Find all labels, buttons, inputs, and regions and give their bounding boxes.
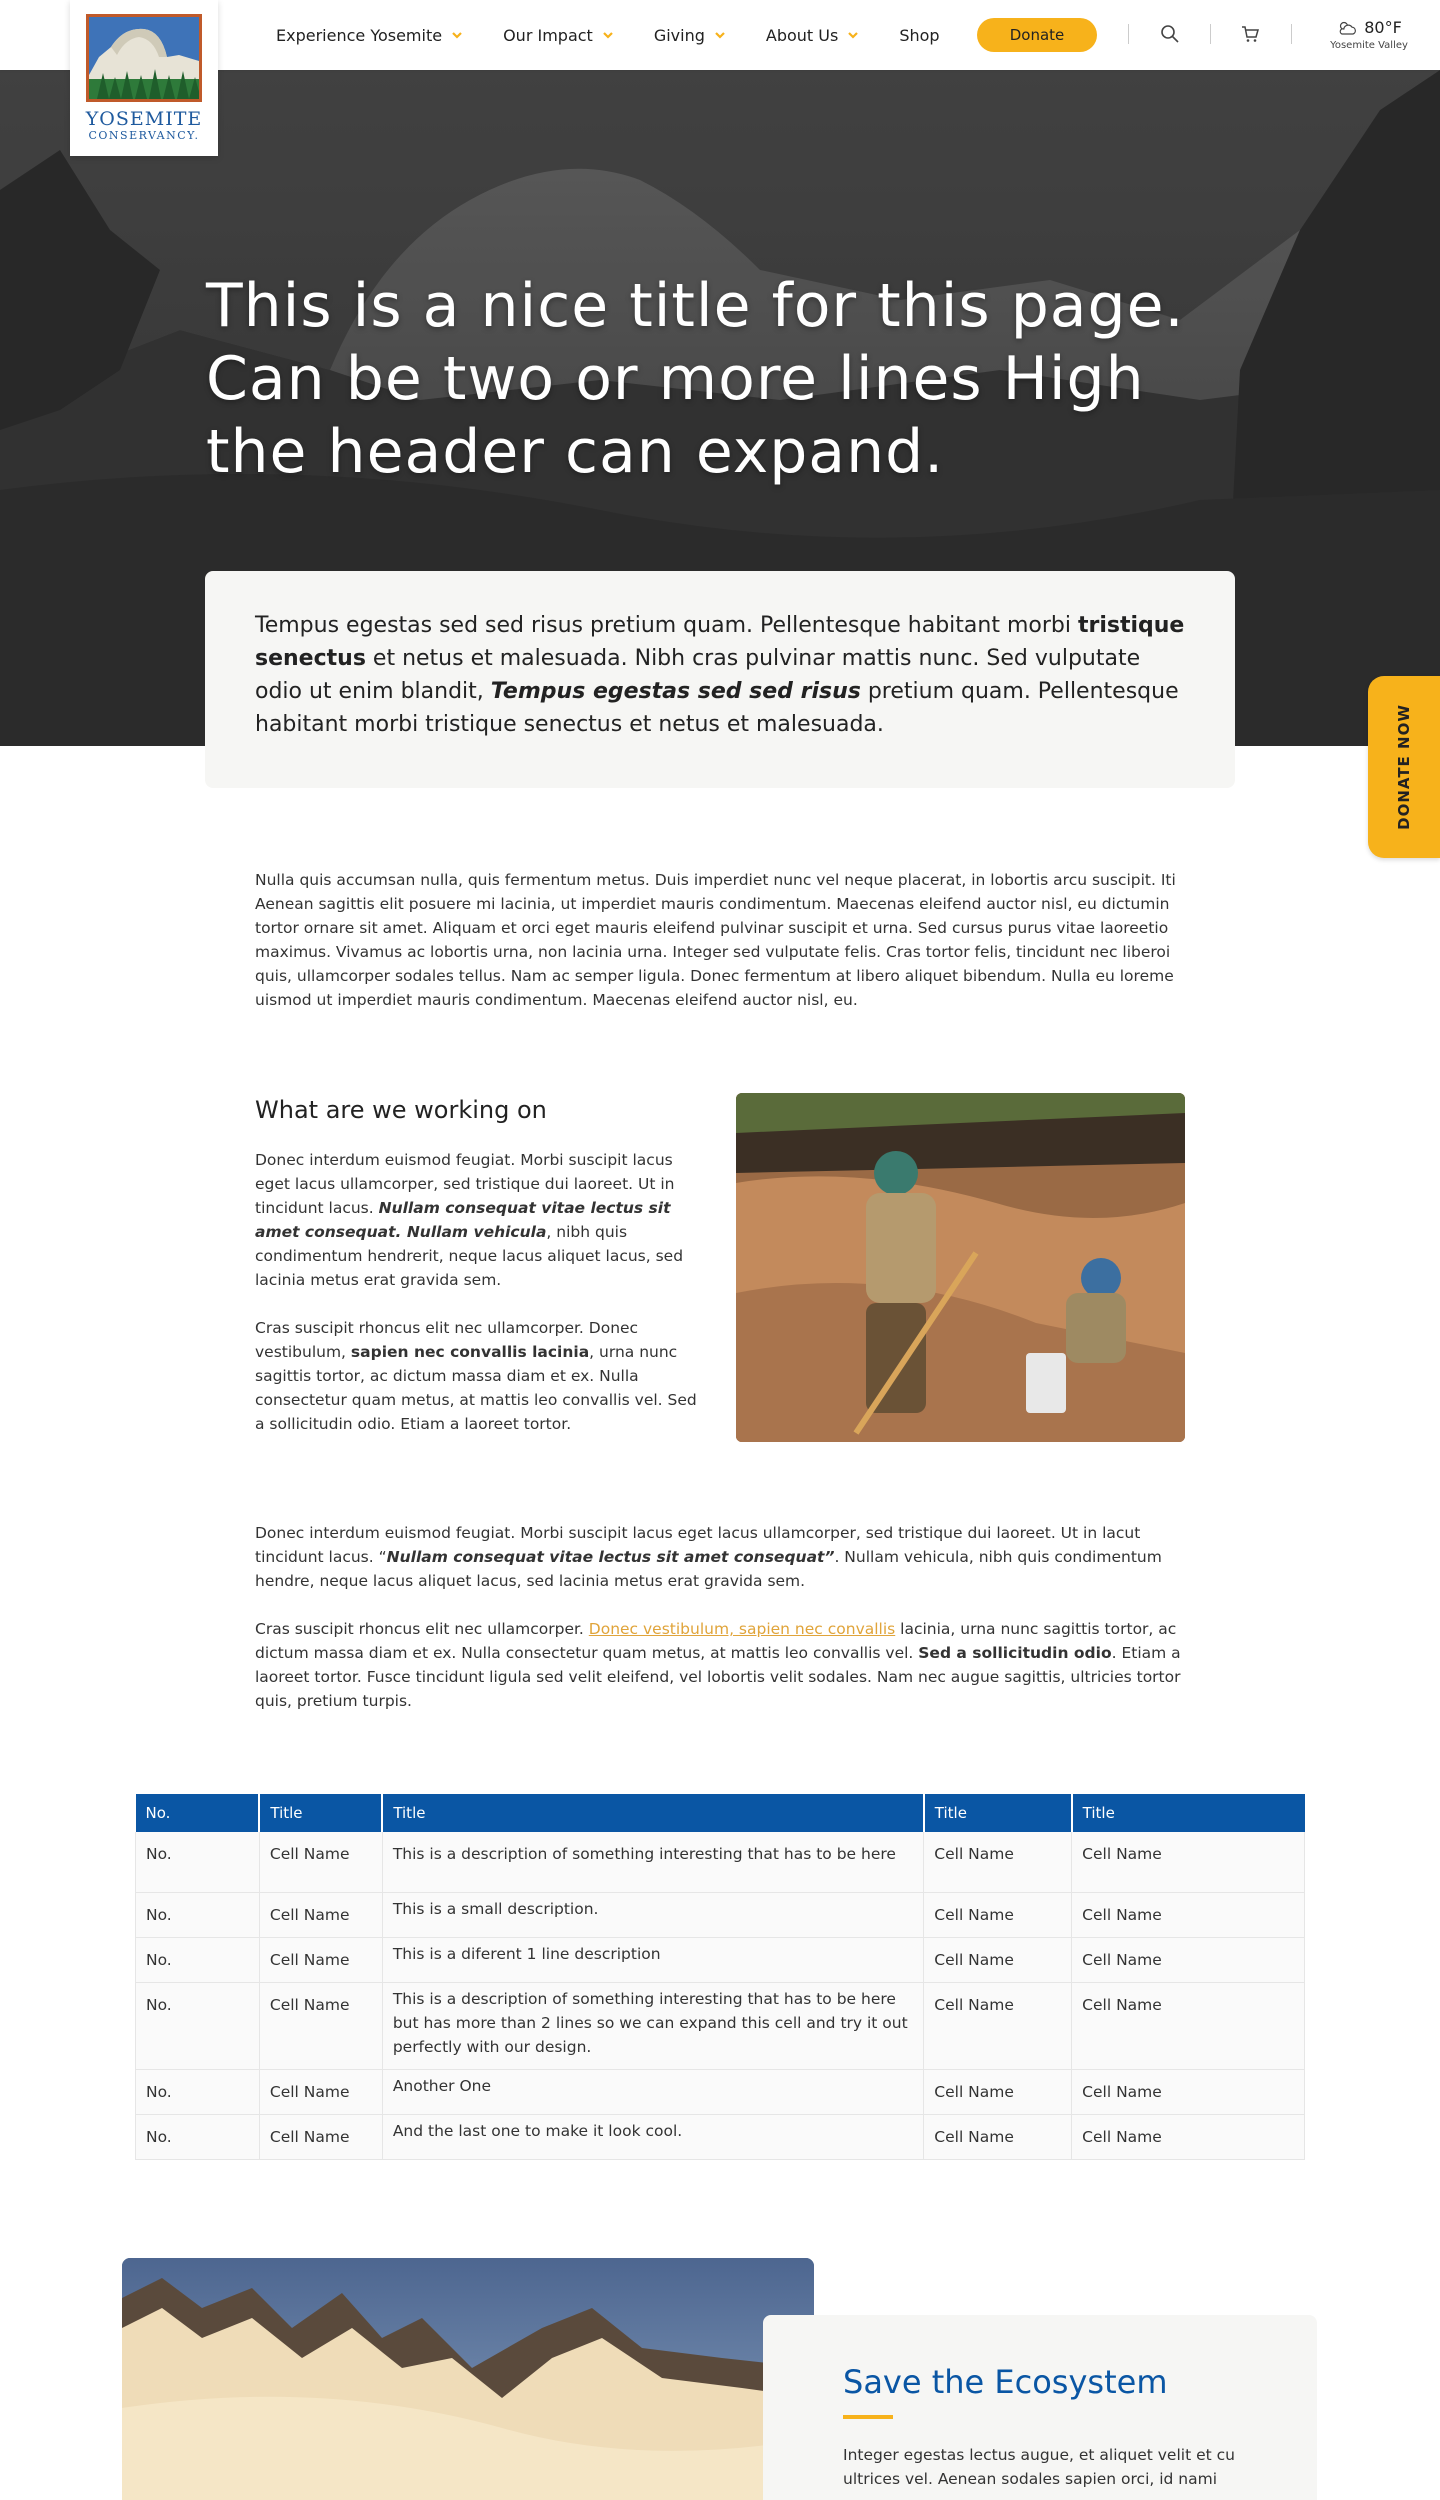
intro-bold: tristique senectus — [255, 613, 1185, 671]
bold-text: sapien nec convallis lacinia — [350, 1343, 590, 1361]
table-row — [136, 1982, 1305, 2069]
feature-text: Integer egestas lectus augue, et aliquet velit et cu ultrices vel. Aenean sodales sapien orci, id nami — [843, 2446, 1235, 2488]
chevron-down-icon — [602, 29, 614, 41]
donate-button[interactable]: Donate — [977, 18, 1097, 52]
body-paragraph: Nulla quis accumsan nulla, quis fermentum metus. Duis imperdiet nunc vel neque placerat, in lobortis arcu suscipit. Iti Aenean sagittis elit posuere mi lacinia, ut imperdiet mauris condimentum. Maecenas eleifend auctor nisl, eu dictumin tortor ornare sit amet. Aliquam et orci eget mauris eleifend pulvinar suscipit et urna. Sed cursus purus vitae laoreetio maximus. Vivamus ac lobortis urna, non lacinia urna. Integer sed vulputate felis. Cras tortor felis, tincidunt nec liberoi quis, ullamcorper sodales tellus. Nam ac semper ligula. Donec fermentum at libero aliquet bibendum. Nulla eu loreme uismod ut imperdiet mauris condimentum. Maecenas eleifend auctor nisl, eu. — [255, 871, 1176, 1009]
table-cell: This is a description of something interesting that has to be here but has more than 2 lines so we can expand this cell and try it out perfectly with our design. — [382, 1982, 923, 2069]
table-cell: Cell Name — [924, 2114, 1072, 2159]
intro-bold-italic: Tempus egestas sed sed risus — [490, 679, 861, 704]
table-header-row — [136, 1794, 1305, 1832]
table-row — [136, 2069, 1305, 2114]
table-cell: No. — [136, 1982, 260, 2069]
chevron-down-icon — [847, 29, 859, 41]
text-part: , nibh quis condimentum hendrerit, neque lacus aliquet lacus, sed lacinia metus erat gravida sem. — [255, 1223, 684, 1289]
table-cell: This is a small description. — [382, 1892, 923, 1937]
partly-cloudy-icon — [1336, 20, 1358, 36]
feature-title: Save the Ecosystem — [843, 2363, 1168, 2401]
data-table — [135, 1794, 1305, 2160]
table-cell: Cell Name — [259, 1982, 382, 2069]
intro-text-part: pretium quam. Pellentesque habitant morbi tristique senectus et netus et malesuada. — [255, 679, 1179, 737]
nav-label: Experience Yosemite — [276, 25, 443, 45]
text-part: , urna nunc sagittis tortor, ac dictum massa diam et ex. Nulla consectetur quam metus, at mattis leo convallis vel. Sed a sollicitudin odio. Etiam a laoreet tortor. — [255, 1343, 697, 1433]
column-header[interactable]: Title — [1072, 1794, 1305, 1832]
nav-giving[interactable] — [654, 26, 726, 45]
text-part: Cras suscipit rhoncus elit nec ullamcorper. Donec vestibulum, — [255, 1319, 639, 1361]
table-cell: No. — [136, 1892, 260, 1937]
nav-label: About Us — [765, 25, 839, 45]
nav-our-impact[interactable] — [503, 26, 614, 45]
column-header[interactable]: Title — [924, 1794, 1072, 1832]
table-cell: Cell Name — [1072, 1982, 1305, 2069]
search-icon — [1160, 24, 1180, 44]
bold-italic-text: Nullam consequat vitae lectus sit amet consequat. Nullam vehicula — [255, 1199, 671, 1241]
table-cell: Cell Name — [1072, 2069, 1305, 2114]
text-part: Donec interdum euismod feugiat. Morbi suscipit lacus eget lacus ullamcorper, sed tristique dui laoreet. Ut in tincidunt lacus. — [255, 1151, 675, 1217]
weather-temperature: 80°F — [1364, 18, 1402, 37]
intro-text-part: Tempus egestas sed sed risus pretium quam. Pellentesque habitant morbi — [255, 613, 1078, 638]
working-paragraph — [255, 1148, 705, 1292]
table-row — [136, 1892, 1305, 1937]
table-cell: Cell Name — [924, 1832, 1072, 1892]
section-title: What are we working on — [255, 1096, 547, 1124]
column-header[interactable]: Title — [382, 1794, 923, 1832]
table-cell: Cell Name — [1072, 1832, 1305, 1892]
chevron-down-icon — [451, 29, 463, 41]
nav-shop[interactable] — [899, 26, 939, 45]
accent-divider — [843, 2415, 893, 2419]
table-cell: No. — [136, 2114, 260, 2159]
nav-label: Shop — [899, 25, 940, 45]
cart-button[interactable] — [1238, 22, 1262, 46]
main-nav — [276, 0, 980, 70]
logo-name: YOSEMITE — [85, 108, 203, 130]
workers-photo — [736, 1093, 1185, 1442]
nav-about-us[interactable] — [766, 26, 859, 45]
body-paragraph — [255, 1521, 1185, 1593]
intro-card — [205, 571, 1235, 788]
body-text-block — [255, 1521, 1185, 1737]
table-cell: Cell Name — [924, 2069, 1072, 2114]
divider — [1128, 24, 1129, 44]
cart-icon — [1240, 24, 1260, 44]
text-part: . Nullam vehicula, nibh quis condimentum hendre, neque lacus aliquet lacus, sed lacinia metus erat gravida sem. — [255, 1548, 1162, 1590]
nav-label: Our Impact — [503, 25, 593, 45]
weather-widget[interactable] — [1326, 18, 1412, 51]
search-button[interactable] — [1158, 22, 1182, 46]
table-row — [136, 1937, 1305, 1982]
column-header[interactable]: Title — [259, 1794, 382, 1832]
nav-experience-yosemite[interactable] — [276, 26, 463, 45]
donate-now-label: DONATE NOW — [1395, 704, 1414, 830]
bold-text: Sed a sollicitudin odio — [918, 1644, 1112, 1662]
weather-location: Yosemite Valley — [1330, 40, 1408, 51]
table-cell: Cell Name — [259, 2114, 382, 2159]
table-row — [136, 1832, 1305, 1892]
working-text — [255, 1148, 705, 1460]
text-part: lacinia, urna nunc sagittis tortor, ac dictum massa diam et ex. Nulla consectetur quam metus, at mattis leo convallis vel. — [255, 1620, 1177, 1662]
table-cell: Cell Name — [1072, 1937, 1305, 1982]
table-cell: Cell Name — [1072, 1892, 1305, 1937]
table-cell: Cell Name — [924, 1982, 1072, 2069]
body-paragraph — [255, 1617, 1185, 1713]
donate-now-tab[interactable] — [1368, 676, 1440, 858]
text-part: Cras suscipit rhoncus elit nec ullamcorper. — [255, 1620, 589, 1638]
table-cell: No. — [136, 2069, 260, 2114]
bold-italic-text: Nullam consequat vitae lectus sit amet consequat” — [386, 1548, 835, 1566]
table-cell: Cell Name — [924, 1937, 1072, 1982]
column-header[interactable]: No. — [136, 1794, 260, 1832]
table-cell: Cell Name — [1072, 2114, 1305, 2159]
feature-card — [763, 2315, 1317, 2500]
table-cell: Cell Name — [924, 1892, 1072, 1937]
working-paragraph — [255, 1316, 705, 1436]
snowy-mountains-photo — [122, 2258, 814, 2500]
intro-text — [255, 609, 1185, 741]
table-cell: Another One — [382, 2069, 923, 2114]
table-cell: Cell Name — [259, 1892, 382, 1937]
table-cell: Cell Name — [259, 1937, 382, 1982]
nav-label: Giving — [653, 25, 705, 45]
table-cell: No. — [136, 1832, 260, 1892]
text-part: . Etiam a laoreet tortor. Fusce tincidunt ligula sed velit eleifend, vel lobortis velit sodales. Nam nec augue sagittis, ultricies tortor quis, pretium turpis. — [255, 1644, 1181, 1710]
table-cell: No. — [136, 1937, 260, 1982]
half-dome-logo-icon — [86, 14, 202, 102]
table-cell: And the last one to make it look cool. — [382, 2114, 923, 2159]
table-row — [136, 2114, 1305, 2159]
table-cell: This is a description of something interesting that has to be here — [382, 1832, 923, 1892]
page-title: This is a nice title for this page. Can be two or more lines High the header can expand. — [206, 271, 1185, 487]
text-part: Donec interdum euismod feugiat. Morbi suscipit lacus eget lacus ullamcorper, sed tristique dui laoreet. Ut in lacut tincidunt lacus. “ — [255, 1524, 1141, 1566]
chevron-down-icon — [714, 29, 726, 41]
divider — [1291, 24, 1292, 44]
site-logo[interactable] — [70, 0, 218, 156]
logo-subtitle: CONSERVANCY. — [88, 129, 200, 142]
table-cell: Cell Name — [259, 2069, 382, 2114]
divider — [1210, 24, 1211, 44]
table-cell: Cell Name — [259, 1832, 382, 1892]
inline-link[interactable]: Donec vestibulum, sapien nec convallis — [588, 1620, 896, 1638]
intro-text-part: et netus et malesuada. Nibh cras pulvinar mattis nunc. Sed vulputate odio ut enim blandit, — [255, 646, 1141, 704]
table-cell: This is a diferent 1 line description — [382, 1937, 923, 1982]
